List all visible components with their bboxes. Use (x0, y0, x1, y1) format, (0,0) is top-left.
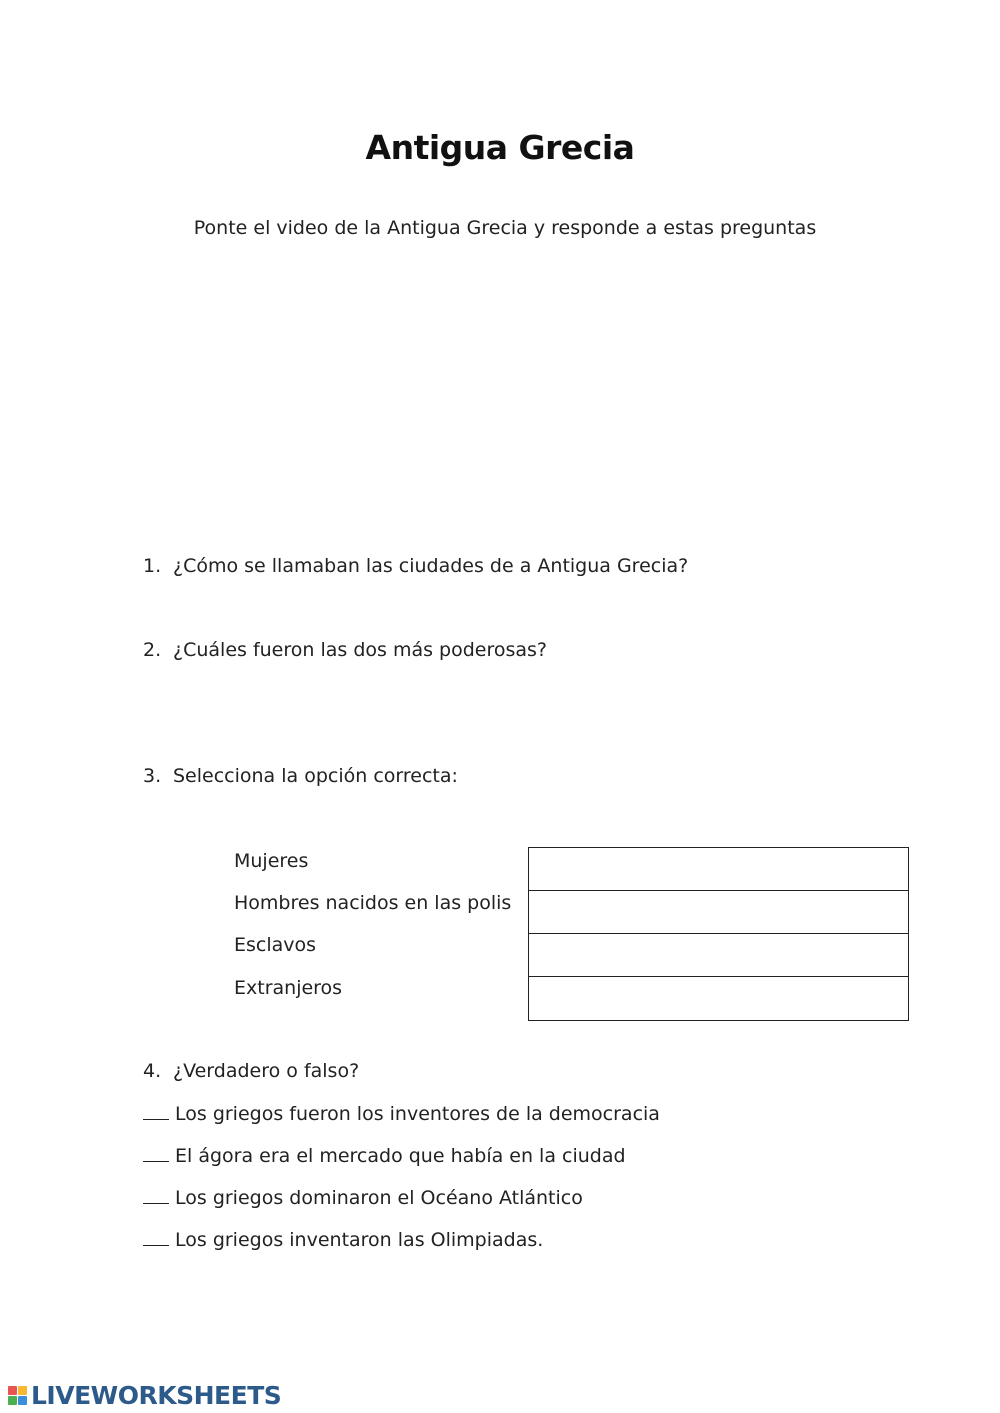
logo-grid-icon (8, 1386, 27, 1405)
question-text: ¿Cuáles fueron las dos más poderosas? (173, 639, 548, 661)
question-2 (143, 639, 547, 661)
question-text: ¿Verdadero o falso? (173, 1060, 360, 1082)
question-4 (143, 1060, 359, 1082)
option-label: Mujeres (234, 850, 309, 872)
logo-tile (18, 1396, 27, 1405)
question-3 (143, 765, 458, 787)
statement-row (143, 1103, 660, 1125)
logo-tile (8, 1396, 17, 1405)
question-number: 4. (143, 1060, 162, 1082)
logo-tile (18, 1386, 27, 1395)
logo-tile (8, 1386, 17, 1395)
question-number: 3. (143, 765, 162, 787)
answer-blank[interactable] (143, 1105, 169, 1120)
answer-blank[interactable] (143, 1231, 169, 1246)
answer-box-1[interactable] (529, 848, 908, 891)
question-number: 2. (143, 639, 162, 661)
liveworksheets-logo (8, 1381, 281, 1410)
statement-text: El ágora era el mercado que había en la ciudad (175, 1145, 626, 1167)
statement-text: Los griegos dominaron el Océano Atlántico (175, 1187, 583, 1209)
option-label: Extranjeros (234, 977, 343, 999)
statement-row (143, 1229, 543, 1251)
question-number: 1. (143, 555, 162, 577)
question-text: Selecciona la opción correcta: (173, 765, 458, 787)
option-label: Hombres nacidos en las polis (234, 892, 512, 914)
answer-blank[interactable] (143, 1147, 169, 1162)
statement-row (143, 1187, 583, 1209)
page-title: Antigua Grecia (365, 128, 635, 167)
logo-text: LIVEWORKSHEETS (31, 1381, 282, 1410)
question-1 (143, 555, 688, 577)
question-text: ¿Cómo se llamaban las ciudades de a Antigua Grecia? (173, 555, 689, 577)
statement-text: Los griegos fueron los inventores de la democracia (175, 1103, 660, 1125)
answer-box-3[interactable] (529, 934, 908, 977)
answer-box-2[interactable] (529, 891, 908, 934)
option-label: Esclavos (234, 934, 317, 956)
statement-text: Los griegos inventaron las Olimpiadas. (175, 1229, 544, 1251)
answer-box-4[interactable] (529, 977, 908, 1020)
answer-table (528, 847, 909, 1021)
answer-blank[interactable] (143, 1189, 169, 1204)
instructions-text: Ponte el video de la Antigua Grecia y responde a estas preguntas (193, 217, 817, 239)
statement-row (143, 1145, 626, 1167)
